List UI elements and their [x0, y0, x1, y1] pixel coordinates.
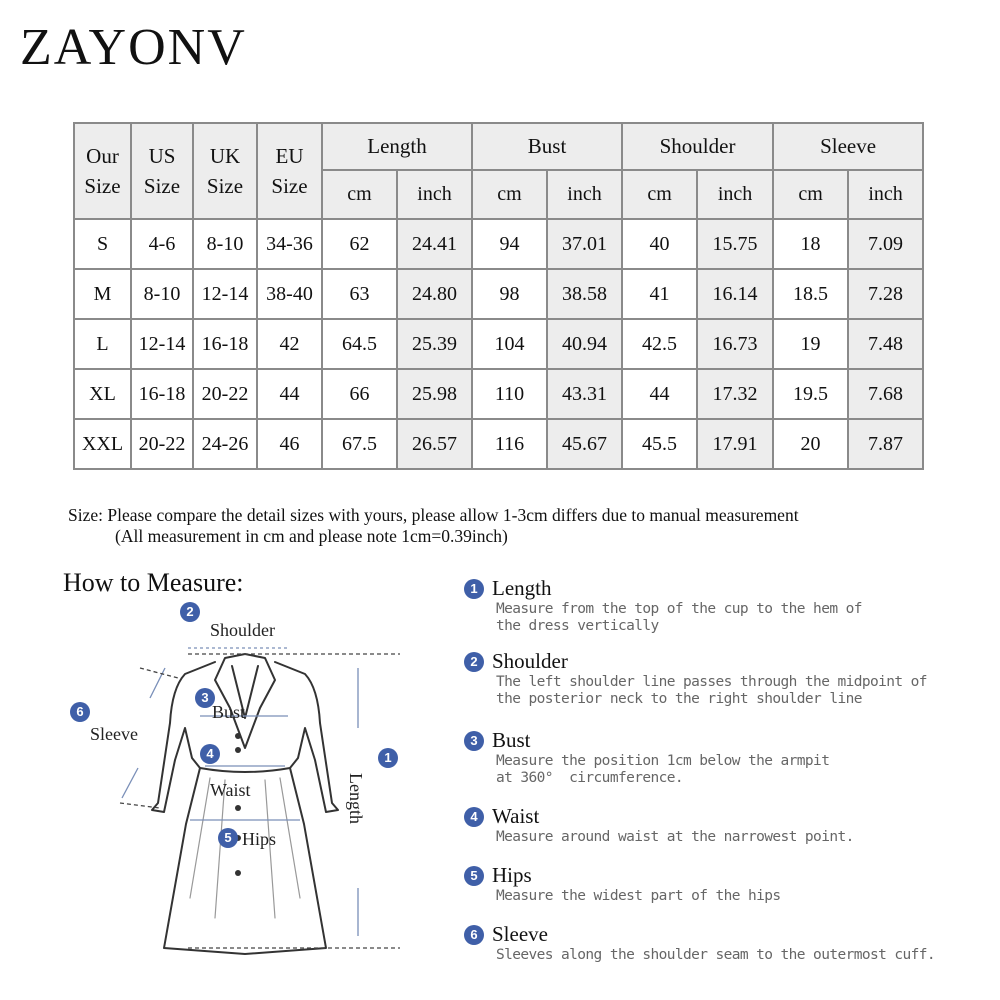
table-cell: 20 [773, 419, 848, 469]
measure-desc: Sleeves along the shoulder seam to the outermost cuff. [496, 947, 936, 963]
table-cell: 104 [472, 319, 547, 369]
table-cell: 7.48 [848, 319, 923, 369]
table-cell: 41 [622, 269, 697, 319]
table-cell: 38-40 [257, 269, 322, 319]
brand-logo: ZAYONV [20, 19, 247, 76]
table-cell: XL [74, 369, 131, 419]
table-cell: L [74, 319, 131, 369]
measure-title: Bust [492, 728, 531, 752]
table-cell: 20-22 [193, 369, 257, 419]
table-cell: 25.98 [397, 369, 472, 419]
measure-item-length [464, 576, 862, 635]
badge-1: 1 [464, 579, 484, 599]
badge-4: 4 [464, 807, 484, 827]
table-cell: 46 [257, 419, 322, 469]
badge-waist: 4 [200, 744, 220, 764]
table-row [74, 319, 923, 369]
size-note [68, 505, 799, 547]
table-cell: 26.57 [397, 419, 472, 469]
measure-item-hips [464, 863, 781, 905]
table-cell: 7.28 [848, 269, 923, 319]
table-row [74, 219, 923, 269]
badge-shoulder: 2 [180, 602, 200, 622]
measure-item-shoulder [464, 649, 927, 708]
table-cell: XXL [74, 419, 131, 469]
table-cell: 18 [773, 219, 848, 269]
header-our-size: Our Size [74, 123, 131, 219]
measure-desc: The left shoulder line passes through the midpoint of the posterior neck to the right shoulder line [496, 674, 927, 707]
table-cell: 43.31 [547, 369, 622, 419]
unit-inch: inch [397, 170, 472, 219]
how-to-measure-title: How to Measure: [63, 568, 244, 597]
dress-measurement-diagram [60, 598, 430, 958]
label-hips: Hips [242, 829, 277, 849]
header-bust: Bust [472, 123, 622, 170]
badge-length: 1 [378, 748, 398, 768]
table-cell: 18.5 [773, 269, 848, 319]
measure-desc: Measure the widest part of the hips [496, 888, 781, 904]
label-length: Length [346, 773, 366, 824]
measure-item-bust [464, 728, 829, 787]
header-shoulder: Shoulder [622, 123, 773, 170]
table-cell: 20-22 [131, 419, 193, 469]
unit-inch: inch [848, 170, 923, 219]
table-cell: M [74, 269, 131, 319]
badge-hips: 5 [218, 828, 238, 848]
table-cell: 24.80 [397, 269, 472, 319]
table-cell: 116 [472, 419, 547, 469]
table-row [74, 369, 923, 419]
label-waist: Waist [210, 780, 251, 800]
table-cell: 24-26 [193, 419, 257, 469]
header-length: Length [322, 123, 472, 170]
table-cell: 16.73 [697, 319, 773, 369]
badge-sleeve: 6 [70, 702, 90, 722]
table-cell: 16-18 [131, 369, 193, 419]
table-cell: 45.67 [547, 419, 622, 469]
unit-cm: cm [773, 170, 848, 219]
table-cell: 37.01 [547, 219, 622, 269]
table-cell: 110 [472, 369, 547, 419]
table-body [74, 219, 923, 469]
badge-5: 5 [464, 866, 484, 886]
table-cell: 19.5 [773, 369, 848, 419]
measure-title: Hips [492, 863, 532, 887]
table-cell: 17.91 [697, 419, 773, 469]
table-row [74, 419, 923, 469]
badge-2: 2 [464, 652, 484, 672]
badge-3: 3 [464, 731, 484, 751]
measure-title: Shoulder [492, 649, 568, 673]
measure-desc: Measure from the top of the cup to the hem of the dress vertically [496, 601, 862, 634]
label-bust: Bust [212, 702, 246, 722]
table-cell: 7.09 [848, 219, 923, 269]
table-cell: 94 [472, 219, 547, 269]
table-cell: 7.68 [848, 369, 923, 419]
table-cell: 67.5 [322, 419, 397, 469]
size-chart-table [73, 122, 924, 470]
measure-title: Waist [492, 804, 540, 828]
unit-cm: cm [472, 170, 547, 219]
measure-desc: Measure the position 1cm below the armpit at 360° circumference. [496, 753, 830, 786]
table-cell: 63 [322, 269, 397, 319]
header-us-size: US Size [131, 123, 193, 219]
table-cell: 64.5 [322, 319, 397, 369]
table-cell: 19 [773, 319, 848, 369]
unit-inch: inch [547, 170, 622, 219]
note-line-2: (All measurement in cm and please note 1cm=0.39inch) [115, 526, 508, 546]
table-cell: S [74, 219, 131, 269]
table-cell: 4-6 [131, 219, 193, 269]
table-cell: 42.5 [622, 319, 697, 369]
header-uk-size: UK Size [193, 123, 257, 219]
table-cell: 15.75 [697, 219, 773, 269]
table-cell: 7.87 [848, 419, 923, 469]
table-cell: 98 [472, 269, 547, 319]
measure-title: Sleeve [492, 922, 548, 946]
table-cell: 40 [622, 219, 697, 269]
dress-illustration [60, 598, 430, 958]
table-cell: 17.32 [697, 369, 773, 419]
table-cell: 16.14 [697, 269, 773, 319]
table-cell: 66 [322, 369, 397, 419]
table-cell: 16-18 [193, 319, 257, 369]
header-sleeve: Sleeve [773, 123, 923, 170]
table-cell: 42 [257, 319, 322, 369]
table-row [74, 269, 923, 319]
buttons [235, 733, 241, 876]
measure-desc: Measure around waist at the narrowest point. [496, 829, 854, 845]
table-cell: 45.5 [622, 419, 697, 469]
table-cell: 12-14 [131, 319, 193, 369]
header-eu-size: EU Size [257, 123, 322, 219]
table-cell: 8-10 [193, 219, 257, 269]
collar-outline [215, 654, 275, 748]
note-line-1: Size: Please compare the detail sizes with yours, please allow 1-3cm differs due to manual measurement [68, 505, 799, 525]
table-cell: 62 [322, 219, 397, 269]
measure-item-sleeve [464, 922, 935, 964]
table-cell: 25.39 [397, 319, 472, 369]
table-cell: 38.58 [547, 269, 622, 319]
label-shoulder: Shoulder [210, 620, 275, 640]
unit-cm: cm [322, 170, 397, 219]
badge-bust: 3 [195, 688, 215, 708]
measure-item-waist [464, 804, 854, 846]
table-cell: 40.94 [547, 319, 622, 369]
unit-inch: inch [697, 170, 773, 219]
table-cell: 34-36 [257, 219, 322, 269]
badge-6: 6 [464, 925, 484, 945]
table-cell: 8-10 [131, 269, 193, 319]
measure-title: Length [492, 576, 552, 600]
table-cell: 12-14 [193, 269, 257, 319]
table-cell: 24.41 [397, 219, 472, 269]
table-cell: 44 [257, 369, 322, 419]
label-sleeve: Sleeve [90, 724, 138, 744]
table-cell: 44 [622, 369, 697, 419]
unit-cm: cm [622, 170, 697, 219]
